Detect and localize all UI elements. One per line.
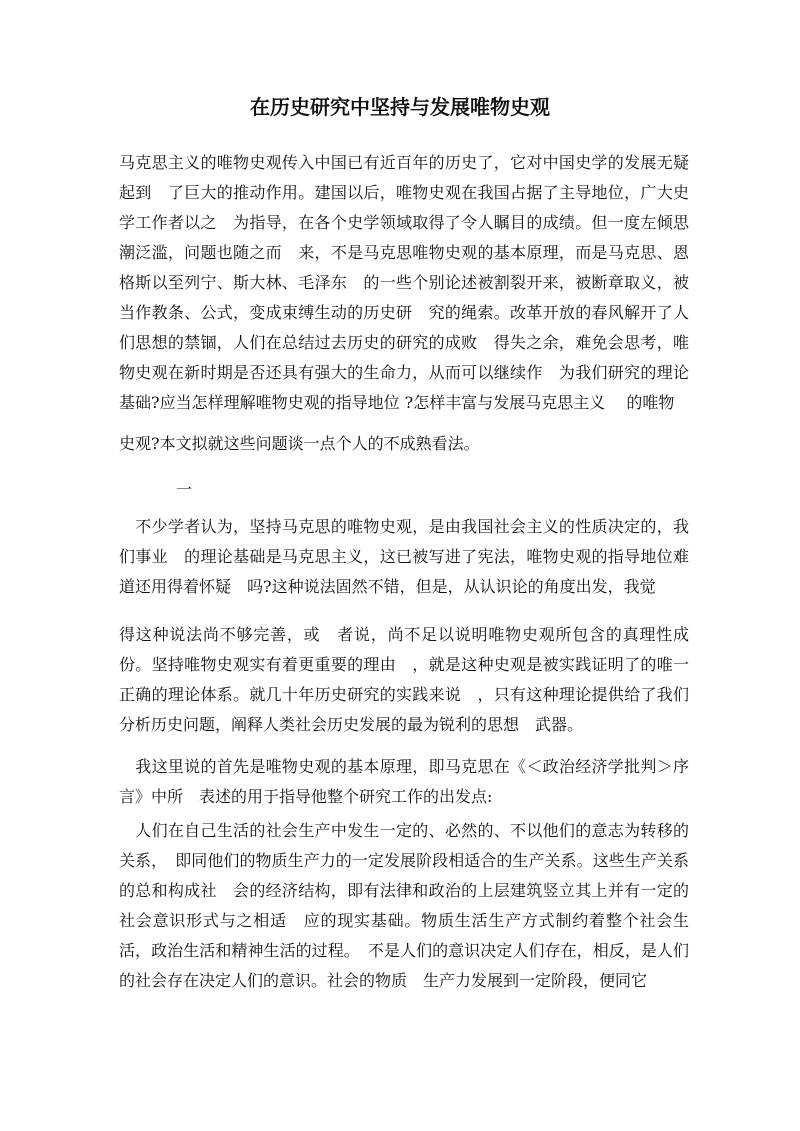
paragraph-quotation: 人们在自己生活的社会生产中发生一定的、必然的、不以他们的意志为转移的关系， 即同他们的物质生产力的一定发展阶段相适合的生产关系。这些生产关系的总和构成社 会的经济结构，即有法律和政治的上层建筑竖立其上并有一定的社会意识形式与之相适 应的现实基础。物质生活生产方式制约着整个社会生活，政治生活和精神生活的过程。 不是人们的意识决定人们存在，相反，是人们的社会存在决定人们的意识。社会的物质 生产力发展到一定阶段，便同它 bbox=[119, 821, 689, 990]
paragraph-scholars: 不少学者认为，坚持马克思的唯物史观，是由我国社会主义的性质决定的，我们事业 的理论基础是马克思主义，这已被写进了宪法，唯物史观的指导地位难道还用得着怀疑 吗?这种说法固然不错，但是，从认识论的角度出发，我觉 bbox=[119, 517, 689, 596]
section-number: 一 bbox=[176, 480, 193, 499]
paragraph-intro: 马克思主义的唯物史观传入中国已有近百年的历史了，它对中国史学的发展无疑起到 了巨大的推动作用。建国以后，唯物史观在我国占据了主导地位，广大史学工作者以之 为指导，在各个史学领域取得了令人瞩目的成绩。但一度左倾思潮泛滥，问题也随之而 来，不是马克思唯物史观的基本原理，而是马克思、恩格斯以至列宁、斯大林、毛泽东 的一些个别论述被割裂开来，被断章取义，被当作教条、公式，变成束缚生动的历史研 究的绳索。改革开放的春风解开了人们思想的禁锢，人们在总结过去历史的研究的成败 得失之余，难免会思考，唯物史观在新时期是否还具有强大的生命力，从而可以继续作 为我们研究的理论基础?应当怎样理解唯物史观的指导地位 ?怎样丰富与发展马克思主义 的唯物 bbox=[119, 153, 689, 412]
paragraph-intro-end: 史观?本文拟就这些问题谈一点个人的不成熟看法。 bbox=[119, 434, 480, 453]
paragraph-basic-principle: 我这里说的首先是唯物史观的基本原理，即马克思在《＜政治经济学批判＞序言》中所 表述的用于指导他整个研究工作的出发点: bbox=[119, 757, 689, 806]
page-title: 在历史研究中坚持与发展唯物史观 bbox=[250, 95, 550, 119]
paragraph-reason: 得这种说法尚不够完善，或 者说，尚不足以说明唯物史观所包含的真理性成份。坚持唯物史观实有着更重要的理由 ，就是这种史观是被实践证明了的唯一正确的理论体系。就几十年历史研究的实践来说 ，只有这种理论提供给了我们分析历史问题，阐释人类社会历史发展的最为锐利的思想 武器。 bbox=[119, 625, 689, 734]
